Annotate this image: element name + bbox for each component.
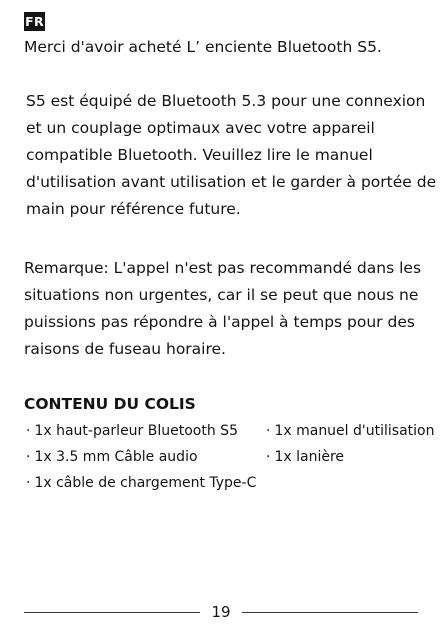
remark-line: puissions pas répondre à l'appel à temps pour des: [24, 313, 415, 331]
package-item: [26, 421, 238, 441]
package-item: [266, 447, 344, 467]
intro-line: S5 est équipé de Bluetooth 5.3 pour une connexion: [26, 92, 426, 110]
package-item: [26, 473, 256, 493]
package-item-label: 1x manuel d'utilisation: [274, 423, 435, 439]
intro-line: et un couplage optimaux avec votre appareil: [26, 119, 375, 137]
footer-rule-right: [242, 612, 418, 613]
thank-you-text: [24, 34, 436, 61]
package-item-label: 1x lanière: [274, 449, 345, 465]
remark-line: raisons de fuseau horaire.: [24, 340, 226, 358]
remark-line: situations non urgentes, car il se peut que nous ne: [24, 286, 419, 304]
intro-line: main pour référence future.: [26, 200, 241, 218]
footer-rule-left: [24, 612, 200, 613]
remark-paragraph: [24, 255, 436, 363]
page-number: 19: [211, 603, 231, 621]
language-badge: FR: [25, 14, 44, 29]
bullet-icon: ·: [266, 449, 271, 465]
bullet-icon: ·: [26, 475, 31, 491]
remark-line: Remarque: L'appel n'est pas recommandé dans les: [24, 259, 422, 277]
thank-you-line: Merci d'avoir acheté L’ enciente Bluetooth S5.: [24, 38, 382, 56]
bullet-icon: ·: [26, 423, 31, 439]
package-contents-heading: CONTENU DU COLIS: [24, 395, 196, 413]
intro-line: compatible Bluetooth. Veuillez lire le manuel: [26, 146, 373, 164]
package-item: [266, 421, 434, 441]
intro-paragraph: [26, 88, 438, 223]
bullet-icon: ·: [26, 449, 31, 465]
package-item-label: 1x câble de chargement Type-C: [34, 475, 257, 491]
package-item-label: 1x 3.5 mm Câble audio: [34, 449, 198, 465]
bullet-icon: ·: [266, 423, 271, 439]
package-item: [26, 447, 198, 467]
intro-line: d'utilisation avant utilisation et le garder à portée de: [26, 173, 437, 191]
package-item-label: 1x haut-parleur Bluetooth S5: [34, 423, 238, 439]
